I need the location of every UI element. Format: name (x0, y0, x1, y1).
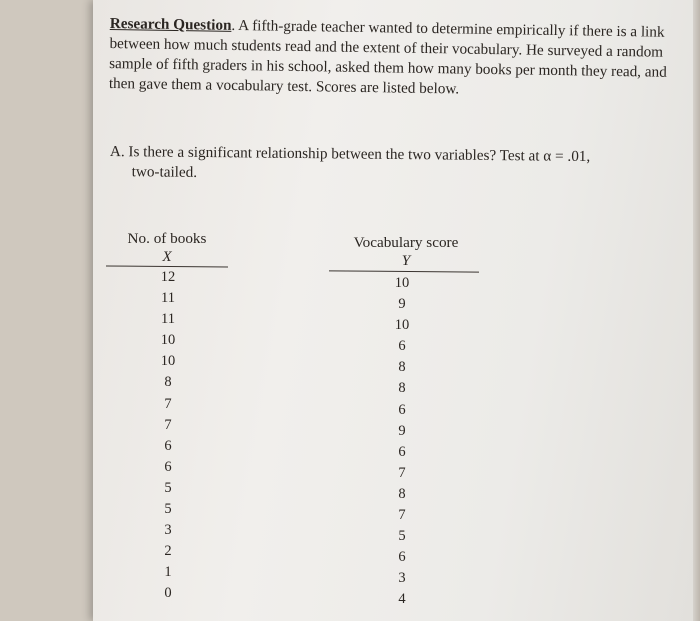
x-value-cell: 5 (164, 479, 172, 496)
y-header-label: Vocabulary score (353, 234, 459, 251)
y-value-cell: 6 (398, 338, 406, 355)
x-value-cell: 12 (160, 269, 176, 285)
y-values-column (372, 273, 432, 611)
x-value-cell: 1 (164, 564, 172, 581)
research-question-label: Research Question (109, 14, 232, 34)
x-value-cell: 11 (161, 311, 175, 328)
y-value-cell: 10 (394, 317, 410, 334)
x-value-cell: 7 (164, 395, 172, 412)
y-symbol: Y (401, 252, 411, 269)
y-value-cell: 5 (398, 528, 406, 545)
research-question-text: . A fifth-grade teacher wanted to determine empirically if there is a link between how much students read and the extent of their vocabulary. He surveyed a random sample of fifth graders in his school, asked them how many books per month they read, and then gave them a vocabulary test. Scores are listed below. (108, 16, 667, 98)
x-value-cell: 6 (164, 437, 172, 454)
question-a-label: A. (109, 142, 125, 161)
x-value-cell: 11 (161, 290, 175, 307)
y-value-cell: 6 (398, 443, 406, 460)
y-value-cell: 6 (398, 401, 406, 418)
x-symbol: X (162, 248, 172, 265)
x-value-cell: 0 (164, 585, 172, 602)
y-value-cell: 8 (398, 485, 406, 502)
y-value-cell: 7 (398, 507, 406, 524)
x-values-column (138, 267, 198, 605)
x-value-cell: 10 (160, 353, 176, 370)
page-edge (693, 0, 700, 621)
y-value-cell: 3 (398, 570, 406, 587)
x-header-label: No. of books (127, 230, 207, 247)
y-value-cell: 9 (398, 422, 406, 439)
y-value-cell: 6 (398, 549, 406, 566)
question-a (110, 142, 670, 188)
x-value-cell: 10 (160, 332, 176, 349)
question-a-line1: Is there a significant relationship between the two variables? Test at α = .01, (128, 143, 591, 166)
question-a-line2: two-tailed. (131, 163, 198, 181)
x-value-cell: 2 (164, 543, 172, 560)
y-column-header (336, 234, 476, 270)
y-value-cell: 9 (398, 296, 406, 313)
research-question-paragraph (109, 14, 670, 103)
y-value-cell: 8 (398, 359, 406, 376)
x-column-header (112, 230, 222, 266)
x-value-cell: 7 (164, 416, 172, 433)
x-value-cell: 5 (164, 501, 172, 518)
x-value-cell: 3 (164, 522, 172, 539)
y-value-cell: 7 (398, 464, 406, 481)
y-value-cell: 4 (398, 591, 406, 608)
y-value-cell: 8 (398, 380, 406, 397)
y-value-cell: 10 (394, 275, 410, 291)
x-value-cell: 8 (164, 374, 172, 391)
x-value-cell: 6 (164, 458, 172, 475)
